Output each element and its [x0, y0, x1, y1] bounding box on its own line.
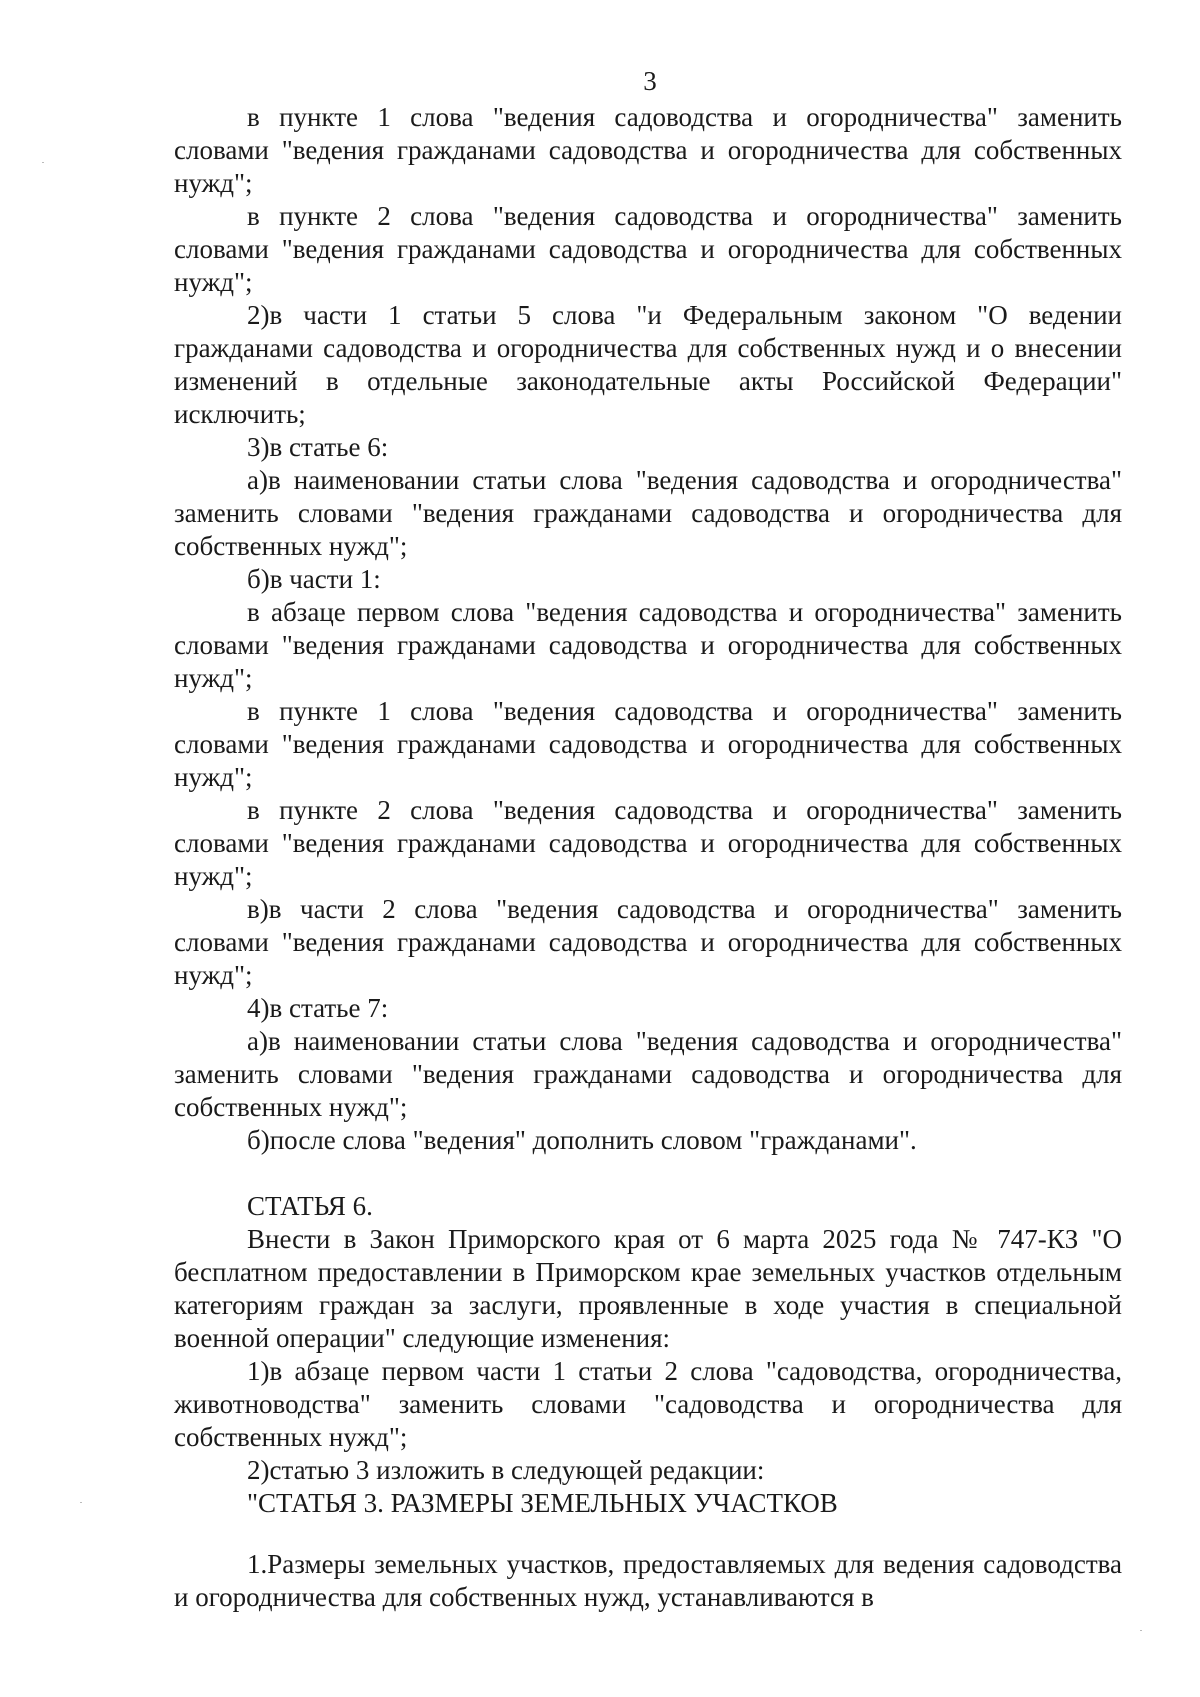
- paragraph-4: 3)в статье 6:: [247, 432, 389, 462]
- paragraph-10: в)в части 2 слова "ведения садоводства и огородничества" заменить словами "ведения гражданами садоводства и огородничества для собственных нужд";: [174, 894, 1122, 990]
- paragraph-5: а)в наименовании статьи слова "ведения садоводства и огородничества" заменить словами "ведения гражданами садоводства и огородничества для собственных нужд";: [174, 465, 1122, 561]
- spacer: [174, 1520, 1122, 1548]
- paragraph-2: в пункте 2 слова "ведения садоводства и огородничества" заменить словами "ведения гражданами садоводства и огородничества для собственных нужд";: [174, 201, 1122, 297]
- paragraph-8: в пункте 1 слова "ведения садоводства и огородничества" заменить словами "ведения гражданами садоводства и огородничества для собственных нужд";: [174, 696, 1122, 792]
- final-paragraph: 1.Размеры земельных участков, предоставляемых для ведения садоводства и огородничества для собственных нужд, устанавливаются в: [174, 1549, 1122, 1612]
- page-number: 3: [643, 66, 657, 96]
- scan-speck: [42, 162, 44, 163]
- paragraph-9: в пункте 2 слова "ведения садоводства и огородничества" заменить словами "ведения гражданами садоводства и огородничества для собственных нужд";: [174, 795, 1122, 891]
- paragraph-7: в абзаце первом слова "ведения садоводства и огородничества" заменить словами "ведения гражданами садоводства и огородничества для собственных нужд";: [174, 597, 1122, 693]
- paragraph-11: 4)в статье 7:: [247, 993, 389, 1023]
- spacer: [174, 1157, 1122, 1190]
- paragraph-1: в пункте 1 слова "ведения садоводства и огородничества" заменить словами "ведения гражданами садоводства и огородничества для собственных нужд";: [174, 102, 1122, 198]
- paragraph-13: б)после слова "ведения" дополнить словом "гражданами".: [247, 1125, 917, 1155]
- article-paragraph-1: Внести в Закон Приморского края от 6 марта 2025 года № 747-КЗ "О бесплатном предоставлении в Приморском крае земельных участков отдельным категориям граждан за заслуги, проявленные в ходе участия в специальной военной операции" следующие изменения:: [174, 1224, 1122, 1353]
- paragraph-6: б)в части 1:: [247, 564, 381, 594]
- article-heading: СТАТЬЯ 6.: [247, 1191, 373, 1221]
- scan-speck: [1140, 1630, 1142, 1631]
- paragraph-12: а)в наименовании статьи слова "ведения садоводства и огородничества" заменить словами "ведения гражданами садоводства и огородничества для собственных нужд";: [174, 1026, 1122, 1122]
- article-paragraph-2: 1)в абзаце первом части 1 статьи 2 слова "садоводства, огородничества, животноводства" заменить словами "садоводства и огородничества для собственных нужд";: [174, 1356, 1122, 1452]
- article-paragraph-3: 2)статью 3 изложить в следующей редакции:: [247, 1455, 765, 1485]
- document-body: [174, 101, 1122, 1614]
- article-paragraph-4: "СТАТЬЯ 3. РАЗМЕРЫ ЗЕМЕЛЬНЫХ УЧАСТКОВ: [247, 1488, 838, 1518]
- paragraph-3: 2)в части 1 статьи 5 слова "и Федеральным законом "О ведении гражданами садоводства и огородничества для собственных нужд и о внесении изменений в отдельные законодательные акты Российской Федерации" исключить;: [174, 300, 1122, 429]
- scan-speck: [80, 1502, 82, 1503]
